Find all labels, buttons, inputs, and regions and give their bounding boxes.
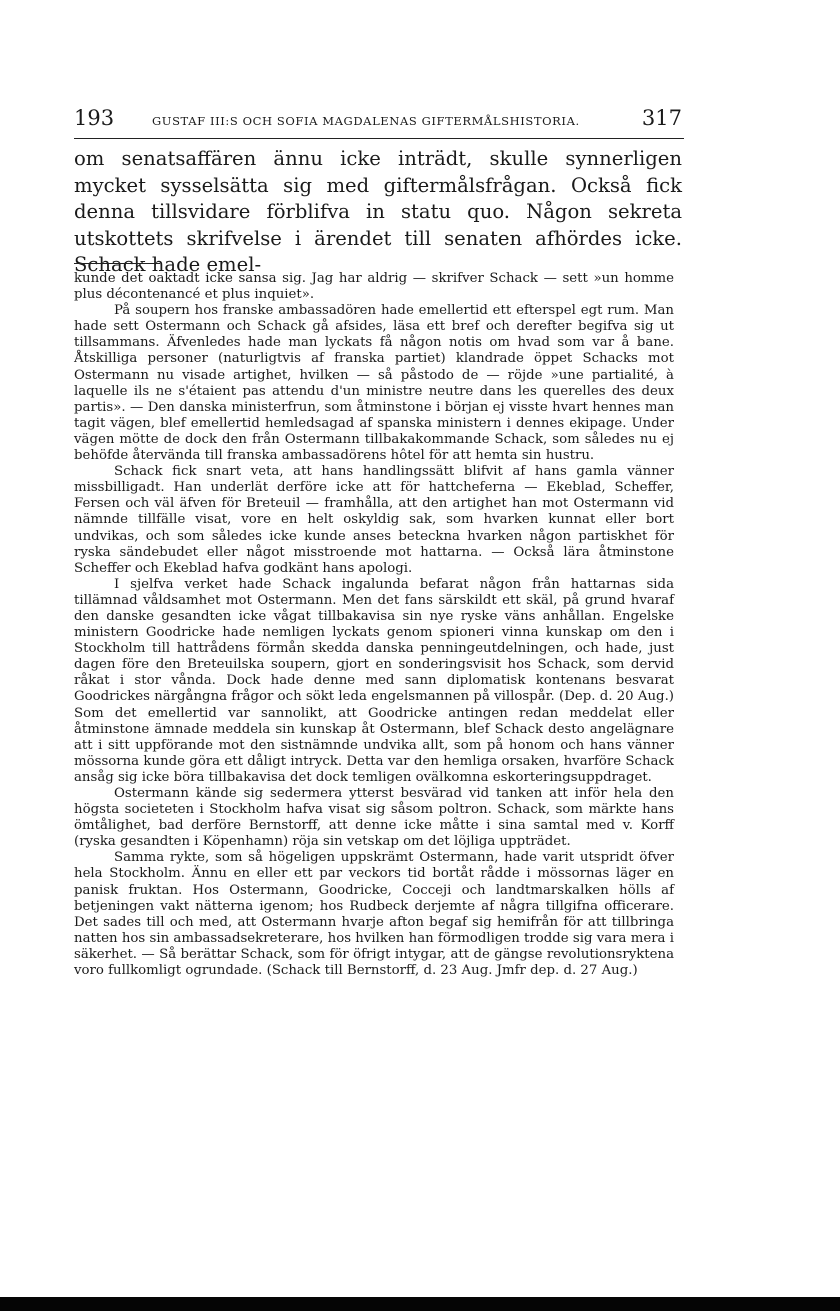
footnote-paragraph: Ostermann kände sig sedermera ytterst besvärad vid tanken att inför hela den högsta societeten i Stockholm hafva visat sig såsom poltron. Schack, som märkte hans ömtålighet, bad derföre Bernstorff, att denne icke måtte i sina samtal med v. Korff (ryska gesandten i Köpenhamn) röja sin vetskap om det löjliga uppträdet.	[74, 786, 674, 850]
footnote-paragraph: Samma rykte, som så högeligen uppskrämt Ostermann, hade varit utspridt öfver hela Stockholm. Ännu en eller ett par veckors tid bortåt rådde i mössornas läger en panisk fruktan. Hos Ostermann, Goodricke, Cocceji och landtmarskalken hölls af betjeningen vakt nätterna igenom; hos Rudbeck derjemte af några tillgifna officerare. Det sades till och med, att Ostermann hvarje afton begaf sig hemifrån för att tillbringa natten hos sin ambassadsekreterare, hos hvilken han förmodligen trodde sig vara mera i säkerhet. — Så berättar Schack, som för öfrigt intygar, att de gängse revolutionsryktena voro fullkomligt ogrundade. (Schack till Bernstorff, d. 23 Aug. Jmfr dep. d. 27 Aug.)	[74, 850, 674, 979]
page-number-left: 193	[74, 106, 115, 130]
footnote-paragraph: På soupern hos franske ambassadören hade emellertid ett efterspel egt rum. Man hade sett Ostermann och Schack gå afsides, läsa ett bref och derefter begifva sig ut tillsammans. Äfvenledes hade man lyckats få någon notis om hvad som var å bane. Åtskilliga personer (naturligtvis af franska partiet) klandrade öppet Schacks mot Ostermann nu visade artighet, hvilken — så påstodo de — röjde »une partialité, à laquelle ils ne s'étaient pas attendu d'un ministre neutre dans les querelles des deux partis». — Den danska ministerfrun, som åtminstone i början ej visste hvart hennes man tagit vägen, blef emellertid hemledsagad af spanska ministern i dennes ekipage. Under vägen mötte de dock den från Ostermann tillbakakommande Schack, som således nu ej behöfde återvända till franska ambassadörens hôtel för att hemta sin hustru.	[74, 303, 674, 464]
main-text: om senatsaffären ännu icke inträdt, skulle synnerligen mycket sysselsätta sig med giftermålsfrågan. Också fick denna tillsvidare förblifva in statu quo. Någon sekreta utskottets skrifvelse i ärendet till senaten afhördes icke. Schack hade emel-	[74, 147, 682, 276]
scan-border	[0, 1297, 840, 1311]
footnote-paragraph: Schack fick snart veta, att hans handlingssätt blifvit af hans gamla vänner missbilligadt. Han underlät derföre icke att för hattcheferna — Ekeblad, Scheffer, Fersen och väl äfven för Breteuil — framhålla, att den artighet han mot Ostermann vid nämnde tillfälle visat, vore en helt oskyldig sak, som hvarken kunnat eller bort undvikas, och som således icke kunde anses beteckna hvarken någon partiskhet för ryska sändebudet eller något misstroende mot hattarna. — Också lära åtminstone Scheffer och Ekeblad hafva godkänt hans apologi.	[74, 464, 674, 576]
footnote-paragraph: kunde det oaktadt icke sansa sig. Jag har aldrig — skrifver Schack — sett »un homme plus décontenancé et plus inquiet».	[74, 271, 674, 303]
page-number-right: 317	[641, 106, 682, 130]
footnotes	[74, 271, 674, 979]
footnote-separator	[74, 263, 160, 264]
footnote-paragraph: I sjelfva verket hade Schack ingalunda befarat någon från hattarnas sida tillämnad våldsamhet mot Ostermann. Men det fans särskildt ett skäl, på grund hvaraf den danske gesandten icke vågat tillbakavisa sin nye ryske väns anhållan. Engelske ministern Goodricke hade nemligen lyckats genom spioneri vinna kunskap om den i Stockholm till hattrådens förmån skedda danska penningeutdelningen, och hade, just dagen före den Breteuilska soupern, gjort en sonderingsvisit hos Schack, som dervid råkat i stor vånda. Dock hade denne med sann diplomatisk kontenans besvarat Goodrickes närgångna frågor och sökt leda engelsmannen på villospår. (Dep. d. 20 Aug.) Som det emellertid var sannolikt, att Goodricke antingen redan meddelat eller åtminstone ämnade meddela sin kunskap åt Ostermann, blef Schack desto angelägnare att i sitt uppförande mot den sistnämnde undvika allt, som på honom och hans vänner mössorna kunde göra ett dåligt intryck. Detta var den hemliga orsaken, hvarföre Schack ansåg sig icke böra tillbakavisa det dock temligen ovälkomna eskorteringsuppdraget.	[74, 576, 674, 785]
running-title: GUSTAF III:S OCH SOFIA MAGDALENAS GIFTERMÅLSHISTORIA.	[152, 114, 580, 128]
page-header	[74, 106, 682, 136]
header-rule	[74, 138, 684, 139]
